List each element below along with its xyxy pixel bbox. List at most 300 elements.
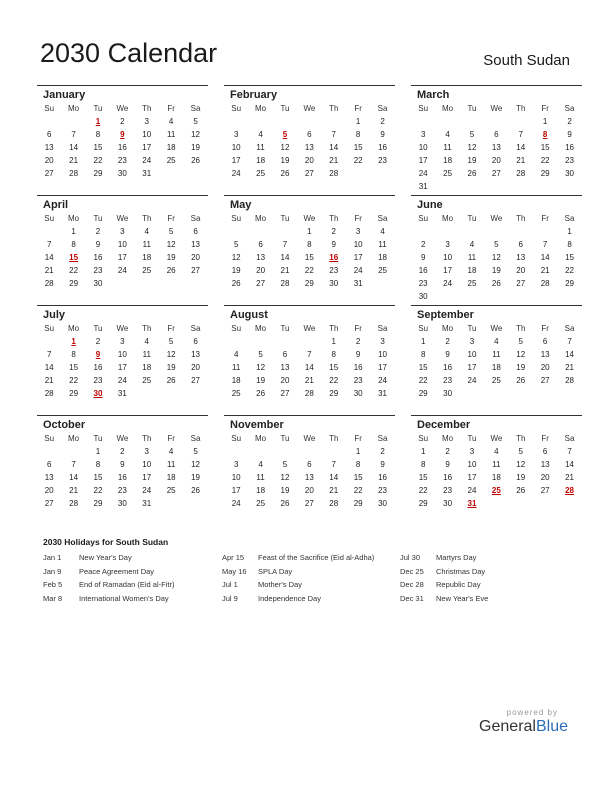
day-cell: 26 — [491, 279, 501, 288]
month-november — [224, 415, 395, 524]
day-cell: 5 — [494, 240, 499, 249]
holiday-day: 16 — [329, 253, 339, 262]
weekday-label: Sa — [564, 434, 575, 443]
day-cell: 3 — [233, 130, 239, 139]
weekday-label: Fr — [167, 324, 175, 333]
weekday-label: Sa — [190, 434, 201, 443]
day-cell: 16 — [378, 473, 387, 482]
day-cell: 15 — [69, 363, 79, 372]
week-row — [37, 335, 208, 348]
month-september — [411, 305, 582, 414]
week-row — [411, 335, 582, 348]
weekday-label: We — [303, 324, 316, 333]
weekday-label: Fr — [354, 324, 362, 333]
weekday-label: We — [116, 324, 129, 333]
day-cell: 23 — [329, 266, 339, 275]
weekday-label: Sa — [564, 214, 575, 223]
weekday-label: Th — [142, 214, 152, 223]
holiday-name: SPLA Day — [258, 566, 293, 576]
week-row — [37, 471, 208, 484]
day-cell: 15 — [353, 143, 363, 152]
day-cell: 31 — [142, 169, 152, 178]
weekday-label: We — [490, 434, 503, 443]
day-cell: 2 — [420, 240, 426, 249]
day-cell: 31 — [353, 279, 363, 288]
day-cell: 21 — [329, 156, 339, 165]
holiday-name: New Year's Eve — [436, 593, 489, 603]
day-cell: 2 — [120, 447, 125, 456]
brand-name-a: General — [479, 718, 536, 735]
day-cell: 10 — [353, 240, 363, 249]
day-cell: 15 — [418, 363, 428, 372]
weekday-label: Mo — [255, 324, 267, 333]
day-cell: 24 — [467, 376, 477, 385]
day-cell: 19 — [166, 253, 176, 262]
holiday-day: 1 — [71, 337, 76, 346]
day-cell: 8 — [355, 460, 361, 469]
weekday-label: Tu — [280, 434, 290, 443]
month-october — [37, 415, 208, 524]
day-cell: 9 — [445, 350, 450, 359]
day-cell: 3 — [120, 337, 125, 346]
day-cell: 27 — [191, 266, 200, 275]
day-cell: 16 — [117, 473, 127, 482]
day-cell: 4 — [168, 447, 174, 456]
day-cell: 4 — [258, 460, 263, 469]
weekday-label: Su — [418, 214, 429, 223]
day-cell: 5 — [258, 350, 263, 359]
weekday-label: Tu — [93, 214, 103, 223]
holiday-column — [400, 553, 488, 607]
holiday-entry — [222, 594, 374, 608]
day-cell: 13 — [44, 473, 54, 482]
day-cell: 15 — [565, 253, 574, 262]
day-cell: 22 — [418, 376, 428, 385]
day-cell: 4 — [494, 337, 499, 346]
day-cell: 17 — [467, 473, 477, 482]
day-cell: 21 — [44, 266, 54, 275]
week-row — [411, 141, 582, 154]
weekday-label: Fr — [541, 434, 549, 443]
weekday-label: Mo — [255, 104, 267, 113]
day-cell: 7 — [282, 240, 288, 249]
weekday-label: Sa — [564, 324, 575, 333]
day-cell: 6 — [46, 130, 52, 139]
weekday-label: Tu — [93, 434, 103, 443]
day-cell: 2 — [95, 227, 101, 236]
day-cell: 14 — [280, 253, 290, 262]
weekday-label: Mo — [442, 434, 454, 443]
day-cell: 18 — [256, 156, 266, 165]
day-cell: 29 — [304, 279, 314, 288]
day-cell: 24 — [231, 499, 241, 508]
day-cell: 13 — [491, 143, 501, 152]
day-cell: 23 — [418, 279, 428, 288]
week-row — [37, 458, 208, 471]
month-name: July — [43, 309, 66, 321]
holiday-entry — [400, 567, 488, 581]
weekday-label: Sa — [190, 324, 201, 333]
day-cell: 22 — [418, 486, 428, 495]
day-cell: 27 — [540, 376, 550, 385]
day-cell: 13 — [191, 240, 200, 249]
weekday-label: Fr — [354, 214, 362, 223]
day-cell: 1 — [307, 227, 312, 236]
day-cell: 14 — [69, 473, 79, 482]
weekday-label: Th — [516, 214, 526, 223]
week-row — [37, 128, 208, 141]
day-cell: 30 — [353, 389, 363, 398]
holiday-date: May 16 — [222, 566, 247, 576]
day-cell: 30 — [418, 292, 428, 301]
day-cell: 28 — [516, 169, 526, 178]
week-row — [224, 238, 395, 251]
day-cell: 23 — [378, 486, 387, 495]
day-cell: 4 — [445, 130, 450, 139]
day-cell: 31 — [378, 389, 387, 398]
weekday-label: Tu — [467, 104, 477, 113]
weekday-label: Sa — [377, 324, 388, 333]
holiday-day: 8 — [542, 130, 548, 139]
day-cell: 14 — [304, 363, 314, 372]
holiday-name: Martyrs Day — [436, 553, 477, 562]
day-cell: 10 — [418, 143, 428, 152]
holiday-name: Republic Day — [436, 580, 481, 589]
day-cell: 31 — [418, 182, 428, 191]
day-cell: 3 — [420, 130, 426, 139]
day-cell: 21 — [44, 376, 54, 385]
day-cell: 12 — [280, 473, 290, 482]
day-cell: 7 — [567, 337, 572, 346]
day-cell: 28 — [280, 279, 290, 288]
day-cell: 20 — [44, 486, 54, 495]
day-cell: 13 — [540, 350, 550, 359]
day-cell: 26 — [231, 279, 241, 288]
weekday-label: Tu — [280, 214, 290, 223]
day-cell: 3 — [144, 447, 149, 456]
holiday-column — [43, 553, 174, 607]
weekday-label: Fr — [541, 324, 549, 333]
day-cell: 13 — [304, 143, 314, 152]
day-cell: 11 — [492, 350, 501, 359]
day-cell: 25 — [256, 169, 266, 178]
day-cell: 7 — [46, 350, 52, 359]
day-cell: 10 — [231, 473, 241, 482]
day-cell: 13 — [304, 473, 314, 482]
week-row — [411, 128, 582, 141]
day-cell: 8 — [331, 350, 336, 359]
day-cell: 26 — [280, 169, 290, 178]
weekday-label: We — [116, 214, 129, 223]
day-cell: 24 — [142, 486, 152, 495]
weekday-label: We — [303, 214, 316, 223]
day-cell: 14 — [565, 460, 574, 469]
holiday-date: Dec 31 — [400, 593, 424, 603]
day-cell: 2 — [445, 337, 450, 346]
holiday-date: Feb 5 — [43, 580, 63, 589]
day-cell: 7 — [71, 460, 76, 469]
weekday-label: Fr — [354, 434, 362, 443]
day-cell: 22 — [93, 486, 103, 495]
weekday-label: We — [490, 324, 503, 333]
day-cell: 31 — [117, 389, 127, 398]
day-cell: 27 — [44, 169, 54, 178]
day-cell: 2 — [445, 447, 450, 456]
holiday-day: 1 — [95, 117, 101, 126]
holiday-name: End of Ramadan (Eid al-Fitr) — [79, 580, 175, 589]
holiday-day: 25 — [491, 486, 501, 495]
weekday-label: Th — [329, 104, 339, 113]
day-cell: 17 — [443, 266, 453, 275]
week-row — [224, 115, 395, 128]
week-row — [224, 154, 395, 167]
day-cell: 4 — [380, 227, 385, 236]
day-cell: 10 — [378, 350, 387, 359]
weekday-label: Fr — [167, 434, 175, 443]
week-row — [411, 290, 582, 303]
holiday-day: 15 — [69, 253, 79, 262]
weekday-label: Th — [142, 434, 152, 443]
weekday-header — [411, 212, 582, 225]
weekday-label: Su — [44, 104, 55, 113]
day-cell: 21 — [69, 156, 79, 165]
month-june — [411, 195, 582, 304]
month-name: June — [417, 199, 443, 211]
week-row — [224, 361, 395, 374]
day-cell: 20 — [304, 156, 314, 165]
holiday-day: 28 — [565, 486, 574, 495]
weekday-label: Mo — [442, 324, 454, 333]
day-cell: 30 — [329, 279, 339, 288]
day-cell: 6 — [494, 130, 499, 139]
week-row — [411, 167, 582, 180]
day-cell: 18 — [231, 376, 241, 385]
holiday-day: 9 — [120, 130, 125, 139]
week-row — [411, 154, 582, 167]
day-cell: 19 — [280, 156, 290, 165]
weekday-label: Tu — [280, 104, 290, 113]
day-cell: 6 — [307, 460, 312, 469]
day-cell: 14 — [565, 350, 574, 359]
week-row — [224, 128, 395, 141]
day-cell: 9 — [120, 460, 125, 469]
day-cell: 1 — [71, 227, 76, 236]
brand-logo — [479, 718, 568, 736]
holiday-name: Feast of the Sacrifice (Eid al-Adha) — [258, 553, 375, 562]
day-cell: 9 — [420, 253, 426, 262]
day-cell: 12 — [191, 130, 200, 139]
day-cell: 3 — [469, 337, 475, 346]
day-cell: 25 — [467, 279, 477, 288]
day-cell: 23 — [117, 156, 127, 165]
day-cell: 26 — [467, 169, 477, 178]
day-cell: 5 — [168, 227, 174, 236]
day-cell: 18 — [443, 156, 453, 165]
day-cell: 18 — [166, 473, 176, 482]
day-cell: 28 — [69, 499, 79, 508]
day-cell: 30 — [117, 499, 127, 508]
month-name: November — [230, 419, 284, 431]
weekday-label: Fr — [167, 214, 175, 223]
weekday-label: Mo — [255, 434, 267, 443]
week-row — [224, 141, 395, 154]
day-cell: 11 — [142, 240, 151, 249]
holiday-list — [43, 537, 573, 603]
week-row — [411, 458, 582, 471]
weekday-label: Tu — [93, 324, 103, 333]
day-cell: 16 — [378, 143, 387, 152]
day-cell: 4 — [494, 447, 499, 456]
week-row — [411, 251, 582, 264]
weekday-label: Su — [44, 434, 55, 443]
month-january — [37, 85, 208, 194]
day-cell: 1 — [355, 117, 361, 126]
day-cell: 9 — [445, 460, 450, 469]
week-row — [37, 225, 208, 238]
day-cell: 19 — [491, 266, 501, 275]
weekday-label: Mo — [442, 214, 454, 223]
day-cell: 17 — [231, 486, 241, 495]
day-cell: 20 — [44, 156, 54, 165]
day-cell: 12 — [231, 253, 241, 262]
month-name: March — [417, 89, 450, 101]
week-row — [37, 251, 208, 264]
footer-brand — [479, 708, 568, 736]
day-cell: 20 — [256, 266, 266, 275]
day-cell: 23 — [378, 156, 387, 165]
week-row — [224, 484, 395, 497]
day-cell: 9 — [95, 240, 101, 249]
day-cell: 22 — [304, 266, 314, 275]
week-row — [224, 348, 395, 361]
day-cell: 30 — [443, 499, 453, 508]
day-cell: 30 — [565, 169, 574, 178]
month-april — [37, 195, 208, 304]
day-cell: 5 — [233, 240, 239, 249]
holiday-date: Jan 9 — [43, 566, 62, 576]
holiday-day: 9 — [95, 350, 101, 359]
day-cell: 17 — [378, 363, 387, 372]
day-cell: 28 — [329, 499, 339, 508]
weekday-header — [224, 212, 395, 225]
brand-name-b: Blue — [535, 718, 568, 735]
day-cell: 13 — [516, 253, 526, 262]
day-cell: 27 — [191, 376, 200, 385]
weekday-header — [37, 322, 208, 335]
day-cell: 25 — [443, 169, 453, 178]
day-cell: 29 — [565, 279, 574, 288]
day-cell: 31 — [142, 499, 152, 508]
day-cell: 28 — [565, 376, 574, 385]
weekday-label: Tu — [467, 324, 477, 333]
day-cell: 26 — [516, 376, 526, 385]
day-cell: 5 — [518, 337, 523, 346]
day-cell: 17 — [117, 363, 127, 372]
day-cell: 14 — [329, 473, 339, 482]
day-cell: 17 — [117, 253, 127, 262]
day-cell: 13 — [44, 143, 54, 152]
week-row — [37, 264, 208, 277]
week-row — [37, 348, 208, 361]
day-cell: 29 — [329, 389, 339, 398]
day-cell: 7 — [307, 350, 312, 359]
day-cell: 15 — [418, 473, 428, 482]
day-cell: 16 — [443, 363, 453, 372]
day-cell: 21 — [280, 266, 290, 275]
day-cell: 16 — [93, 253, 103, 262]
country-name: South Sudan — [483, 52, 570, 69]
day-cell: 14 — [329, 143, 339, 152]
day-cell: 13 — [280, 363, 290, 372]
week-row — [224, 251, 395, 264]
week-row — [411, 115, 582, 128]
week-row — [37, 361, 208, 374]
weekday-header — [37, 102, 208, 115]
day-cell: 23 — [353, 376, 363, 385]
week-row — [37, 445, 208, 458]
day-cell: 26 — [191, 486, 200, 495]
day-cell: 1 — [355, 447, 361, 456]
day-cell: 5 — [193, 447, 198, 456]
week-row — [37, 238, 208, 251]
day-cell: 18 — [491, 363, 501, 372]
day-cell: 11 — [256, 473, 265, 482]
week-row — [411, 484, 582, 497]
day-cell: 2 — [380, 447, 385, 456]
weekday-label: Fr — [541, 104, 549, 113]
weekday-header — [37, 432, 208, 445]
day-cell: 11 — [443, 143, 452, 152]
month-july — [37, 305, 208, 414]
weekday-label: Sa — [377, 434, 388, 443]
month-name: August — [230, 309, 268, 321]
week-row — [411, 374, 582, 387]
day-cell: 24 — [467, 486, 477, 495]
day-cell: 30 — [443, 389, 453, 398]
day-cell: 29 — [353, 499, 363, 508]
weekday-label: Th — [329, 434, 339, 443]
day-cell: 1 — [95, 447, 101, 456]
holiday-date: Jul 9 — [222, 593, 238, 603]
day-cell: 23 — [117, 486, 127, 495]
day-cell: 4 — [144, 337, 149, 346]
day-cell: 15 — [353, 473, 363, 482]
day-cell: 9 — [331, 240, 336, 249]
day-cell: 18 — [166, 143, 176, 152]
holiday-entry — [43, 553, 174, 567]
day-cell: 19 — [516, 363, 526, 372]
week-row — [224, 264, 395, 277]
day-cell: 4 — [469, 240, 475, 249]
day-cell: 2 — [380, 117, 385, 126]
page-title: 2030 Calendar — [40, 38, 218, 68]
day-cell: 22 — [93, 156, 103, 165]
day-cell: 22 — [69, 266, 79, 275]
day-cell: 23 — [93, 376, 103, 385]
day-cell: 9 — [567, 130, 572, 139]
day-cell: 4 — [233, 350, 239, 359]
day-cell: 12 — [467, 143, 477, 152]
day-cell: 25 — [491, 376, 501, 385]
day-cell: 18 — [256, 486, 266, 495]
day-cell: 13 — [540, 460, 550, 469]
weekday-label: Mo — [68, 214, 80, 223]
day-cell: 25 — [142, 376, 152, 385]
day-cell: 21 — [329, 486, 339, 495]
day-cell: 24 — [117, 376, 127, 385]
holiday-entry — [43, 567, 174, 581]
day-cell: 8 — [95, 130, 101, 139]
